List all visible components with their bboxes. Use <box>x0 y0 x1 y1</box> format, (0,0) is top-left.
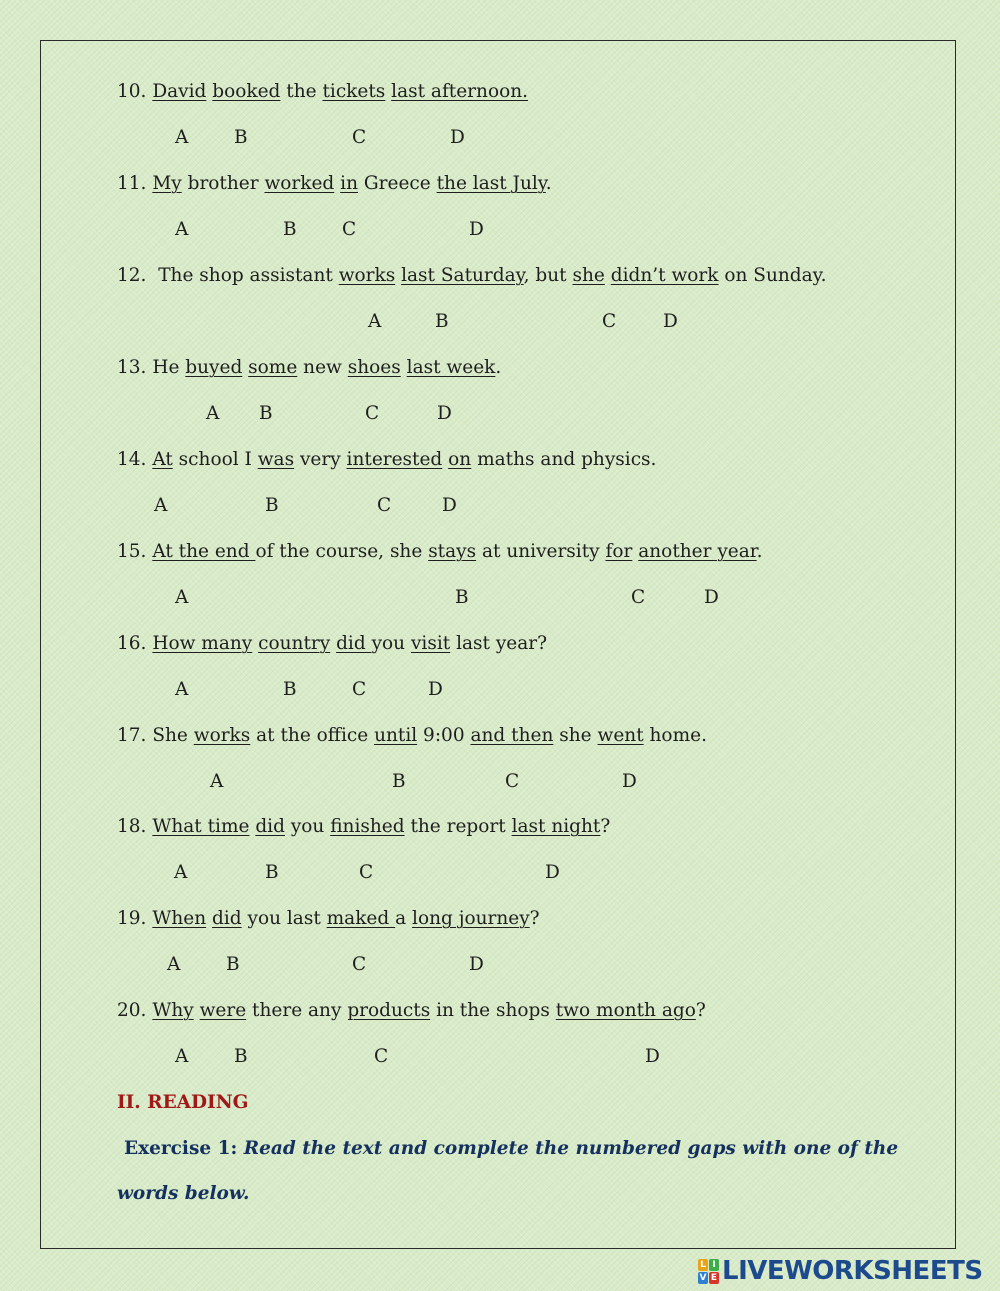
underlined-option: until <box>374 725 418 746</box>
question-number: 10. <box>117 81 147 102</box>
sentence-text: ? <box>695 1000 706 1021</box>
logo-text: LIVEWORKSHEETS <box>722 1256 983 1286</box>
underlined-option: long journey <box>412 908 530 929</box>
sentence-text: last year? <box>450 633 548 654</box>
underlined-option: When <box>152 908 207 929</box>
sentence-text: The shop assistant <box>158 265 339 286</box>
underlined-option: some <box>248 357 298 378</box>
sentence-text: school I <box>172 449 258 470</box>
section-heading: II. READING <box>117 1092 249 1113</box>
option-label-d: D <box>645 1046 660 1067</box>
option-label-d: D <box>545 862 560 883</box>
option-label-a: A <box>175 127 189 148</box>
underlined-option: didn’t work <box>610 265 719 286</box>
underlined-option: shoes <box>347 357 401 378</box>
sentence-text: you <box>371 633 411 654</box>
underlined-option: maked <box>326 908 396 929</box>
option-label-c: C <box>365 403 380 424</box>
question-14 <box>117 448 656 472</box>
underlined-option: products <box>347 1000 431 1021</box>
option-label-a: A <box>368 311 382 332</box>
question-17 <box>117 724 707 748</box>
sentence-text: the <box>280 81 323 102</box>
sentence-text: He <box>152 357 186 378</box>
underlined-option: visit <box>410 633 451 654</box>
question-number: 11. <box>117 173 147 194</box>
underlined-option: last Saturday <box>401 265 524 286</box>
sentence-text: in the shops <box>430 1000 556 1021</box>
underlined-option: on <box>448 449 472 470</box>
question-11 <box>117 172 552 196</box>
underlined-option: interested <box>346 449 443 470</box>
option-label-b: B <box>455 587 469 608</box>
underlined-option: My <box>152 173 182 194</box>
question-number: 19. <box>117 908 147 929</box>
exercise-label: Exercise 1: <box>124 1138 238 1159</box>
underlined-option: and then <box>470 725 554 746</box>
question-19 <box>117 907 540 931</box>
option-label-b: B <box>265 495 279 516</box>
option-label-b: B <box>226 954 240 975</box>
underlined-option: David <box>152 81 207 102</box>
option-label-a: A <box>175 219 189 240</box>
sentence-text: . <box>495 357 502 378</box>
sentence-text: of the course, she <box>255 541 429 562</box>
sentence-text: there any <box>246 1000 348 1021</box>
sentence-text: a <box>395 908 413 929</box>
sentence-text: at university <box>476 541 606 562</box>
question-number: 20. <box>117 1000 147 1021</box>
underlined-option: Why <box>152 1000 194 1021</box>
option-label-b: B <box>234 127 248 148</box>
option-label-b: B <box>392 771 406 792</box>
sentence-text: She <box>152 725 194 746</box>
option-label-c: C <box>602 311 617 332</box>
option-label-d: D <box>428 679 443 700</box>
logo-tile: I <box>709 1259 719 1271</box>
underlined-option: How many <box>152 633 253 654</box>
option-label-c: C <box>342 219 357 240</box>
logo-tiles <box>698 1259 719 1284</box>
question-16 <box>117 632 547 656</box>
underlined-option: she <box>572 265 605 286</box>
option-label-a: A <box>210 771 224 792</box>
option-label-d: D <box>663 311 678 332</box>
sentence-text: home. <box>643 725 707 746</box>
option-label-d: D <box>469 219 484 240</box>
sentence-text: she <box>553 725 598 746</box>
underlined-option: two month ago <box>555 1000 696 1021</box>
logo-tile: V <box>699 1272 707 1283</box>
option-label-a: A <box>175 1046 189 1067</box>
sentence-text: , but <box>523 265 573 286</box>
underlined-option: were <box>199 1000 247 1021</box>
option-label-c: C <box>505 771 520 792</box>
question-number: 18. <box>117 816 147 837</box>
underlined-option: buyed <box>185 357 243 378</box>
option-label-a: A <box>174 862 188 883</box>
question-number: 13. <box>117 357 147 378</box>
exercise-text-1: Read the text and complete the numbered gaps with one of the <box>243 1138 899 1159</box>
underlined-option: At <box>152 449 173 470</box>
option-label-b: B <box>234 1046 248 1067</box>
sentence-text: very <box>294 449 347 470</box>
option-label-c: C <box>352 679 367 700</box>
option-label-c: C <box>352 954 367 975</box>
option-label-a: A <box>154 495 168 516</box>
option-label-a: A <box>175 587 189 608</box>
option-label-d: D <box>469 954 484 975</box>
underlined-option: last week <box>406 357 496 378</box>
sentence-text: . <box>545 173 552 194</box>
option-label-b: B <box>265 862 279 883</box>
option-label-b: B <box>435 311 449 332</box>
underlined-option: was <box>257 449 295 470</box>
option-label-d: D <box>437 403 452 424</box>
question-10 <box>117 80 528 104</box>
sentence-text: ? <box>600 816 611 837</box>
sentence-text: you <box>284 816 331 837</box>
underlined-option: stays <box>428 541 477 562</box>
question-12 <box>117 264 827 288</box>
underlined-option: went <box>597 725 644 746</box>
option-label-b: B <box>259 403 273 424</box>
underlined-option: finished <box>330 816 405 837</box>
option-label-b: B <box>283 219 297 240</box>
underlined-option: country <box>258 633 331 654</box>
underlined-option: What time <box>152 816 250 837</box>
exercise-text-2: words below. <box>117 1183 250 1204</box>
option-label-a: A <box>167 954 181 975</box>
question-20 <box>117 999 706 1023</box>
option-label-c: C <box>631 587 646 608</box>
option-label-a: A <box>175 679 189 700</box>
underlined-option: another year <box>638 541 757 562</box>
underlined-option: did <box>336 633 372 654</box>
question-18 <box>117 815 610 839</box>
sentence-text: you last <box>241 908 327 929</box>
underlined-option: in <box>340 173 359 194</box>
underlined-option: did <box>255 816 285 837</box>
option-label-d: D <box>442 495 457 516</box>
option-label-c: C <box>377 495 392 516</box>
option-label-d: D <box>450 127 465 148</box>
sentence-text: Greece <box>358 173 437 194</box>
question-number: 14. <box>117 449 147 470</box>
question-number: 15. <box>117 541 147 562</box>
sentence-text: new <box>297 357 348 378</box>
underlined-option: last night <box>511 816 601 837</box>
sentence-text: 9:00 <box>417 725 471 746</box>
option-label-b: B <box>283 679 297 700</box>
sentence-text: the report <box>404 816 512 837</box>
logo-tile: L <box>698 1259 708 1271</box>
option-label-a: A <box>206 403 220 424</box>
option-label-c: C <box>352 127 367 148</box>
option-label-c: C <box>359 862 374 883</box>
sentence-text: maths and physics. <box>471 449 657 470</box>
option-label-c: C <box>374 1046 389 1067</box>
question-number: 17. <box>117 725 147 746</box>
underlined-option: tickets <box>322 81 386 102</box>
question-number: 16. <box>117 633 147 654</box>
underlined-option: booked <box>212 81 281 102</box>
question-15 <box>117 540 762 564</box>
option-label-d: D <box>622 771 637 792</box>
option-label-d: D <box>704 587 719 608</box>
liveworksheets-logo <box>698 1256 983 1286</box>
underlined-option: works <box>338 265 396 286</box>
underlined-option: the last July <box>436 173 546 194</box>
exercise-instruction-line2 <box>117 1182 249 1206</box>
underlined-option: for <box>605 541 633 562</box>
underlined-option: works <box>193 725 251 746</box>
underlined-option: did <box>212 908 242 929</box>
underlined-option: last afternoon. <box>391 81 529 102</box>
sentence-text: . <box>756 541 763 562</box>
sentence-text: ? <box>529 908 540 929</box>
sentence-text: at the office <box>250 725 375 746</box>
question-number: 12. <box>117 265 153 286</box>
sentence-text: on Sunday. <box>718 265 827 286</box>
exercise-instruction-line1 <box>117 1137 898 1161</box>
underlined-option: worked <box>264 173 335 194</box>
underlined-option: At the end <box>152 541 256 562</box>
logo-tile: E <box>710 1272 718 1283</box>
question-13 <box>117 356 501 380</box>
sentence-text: brother <box>181 173 265 194</box>
